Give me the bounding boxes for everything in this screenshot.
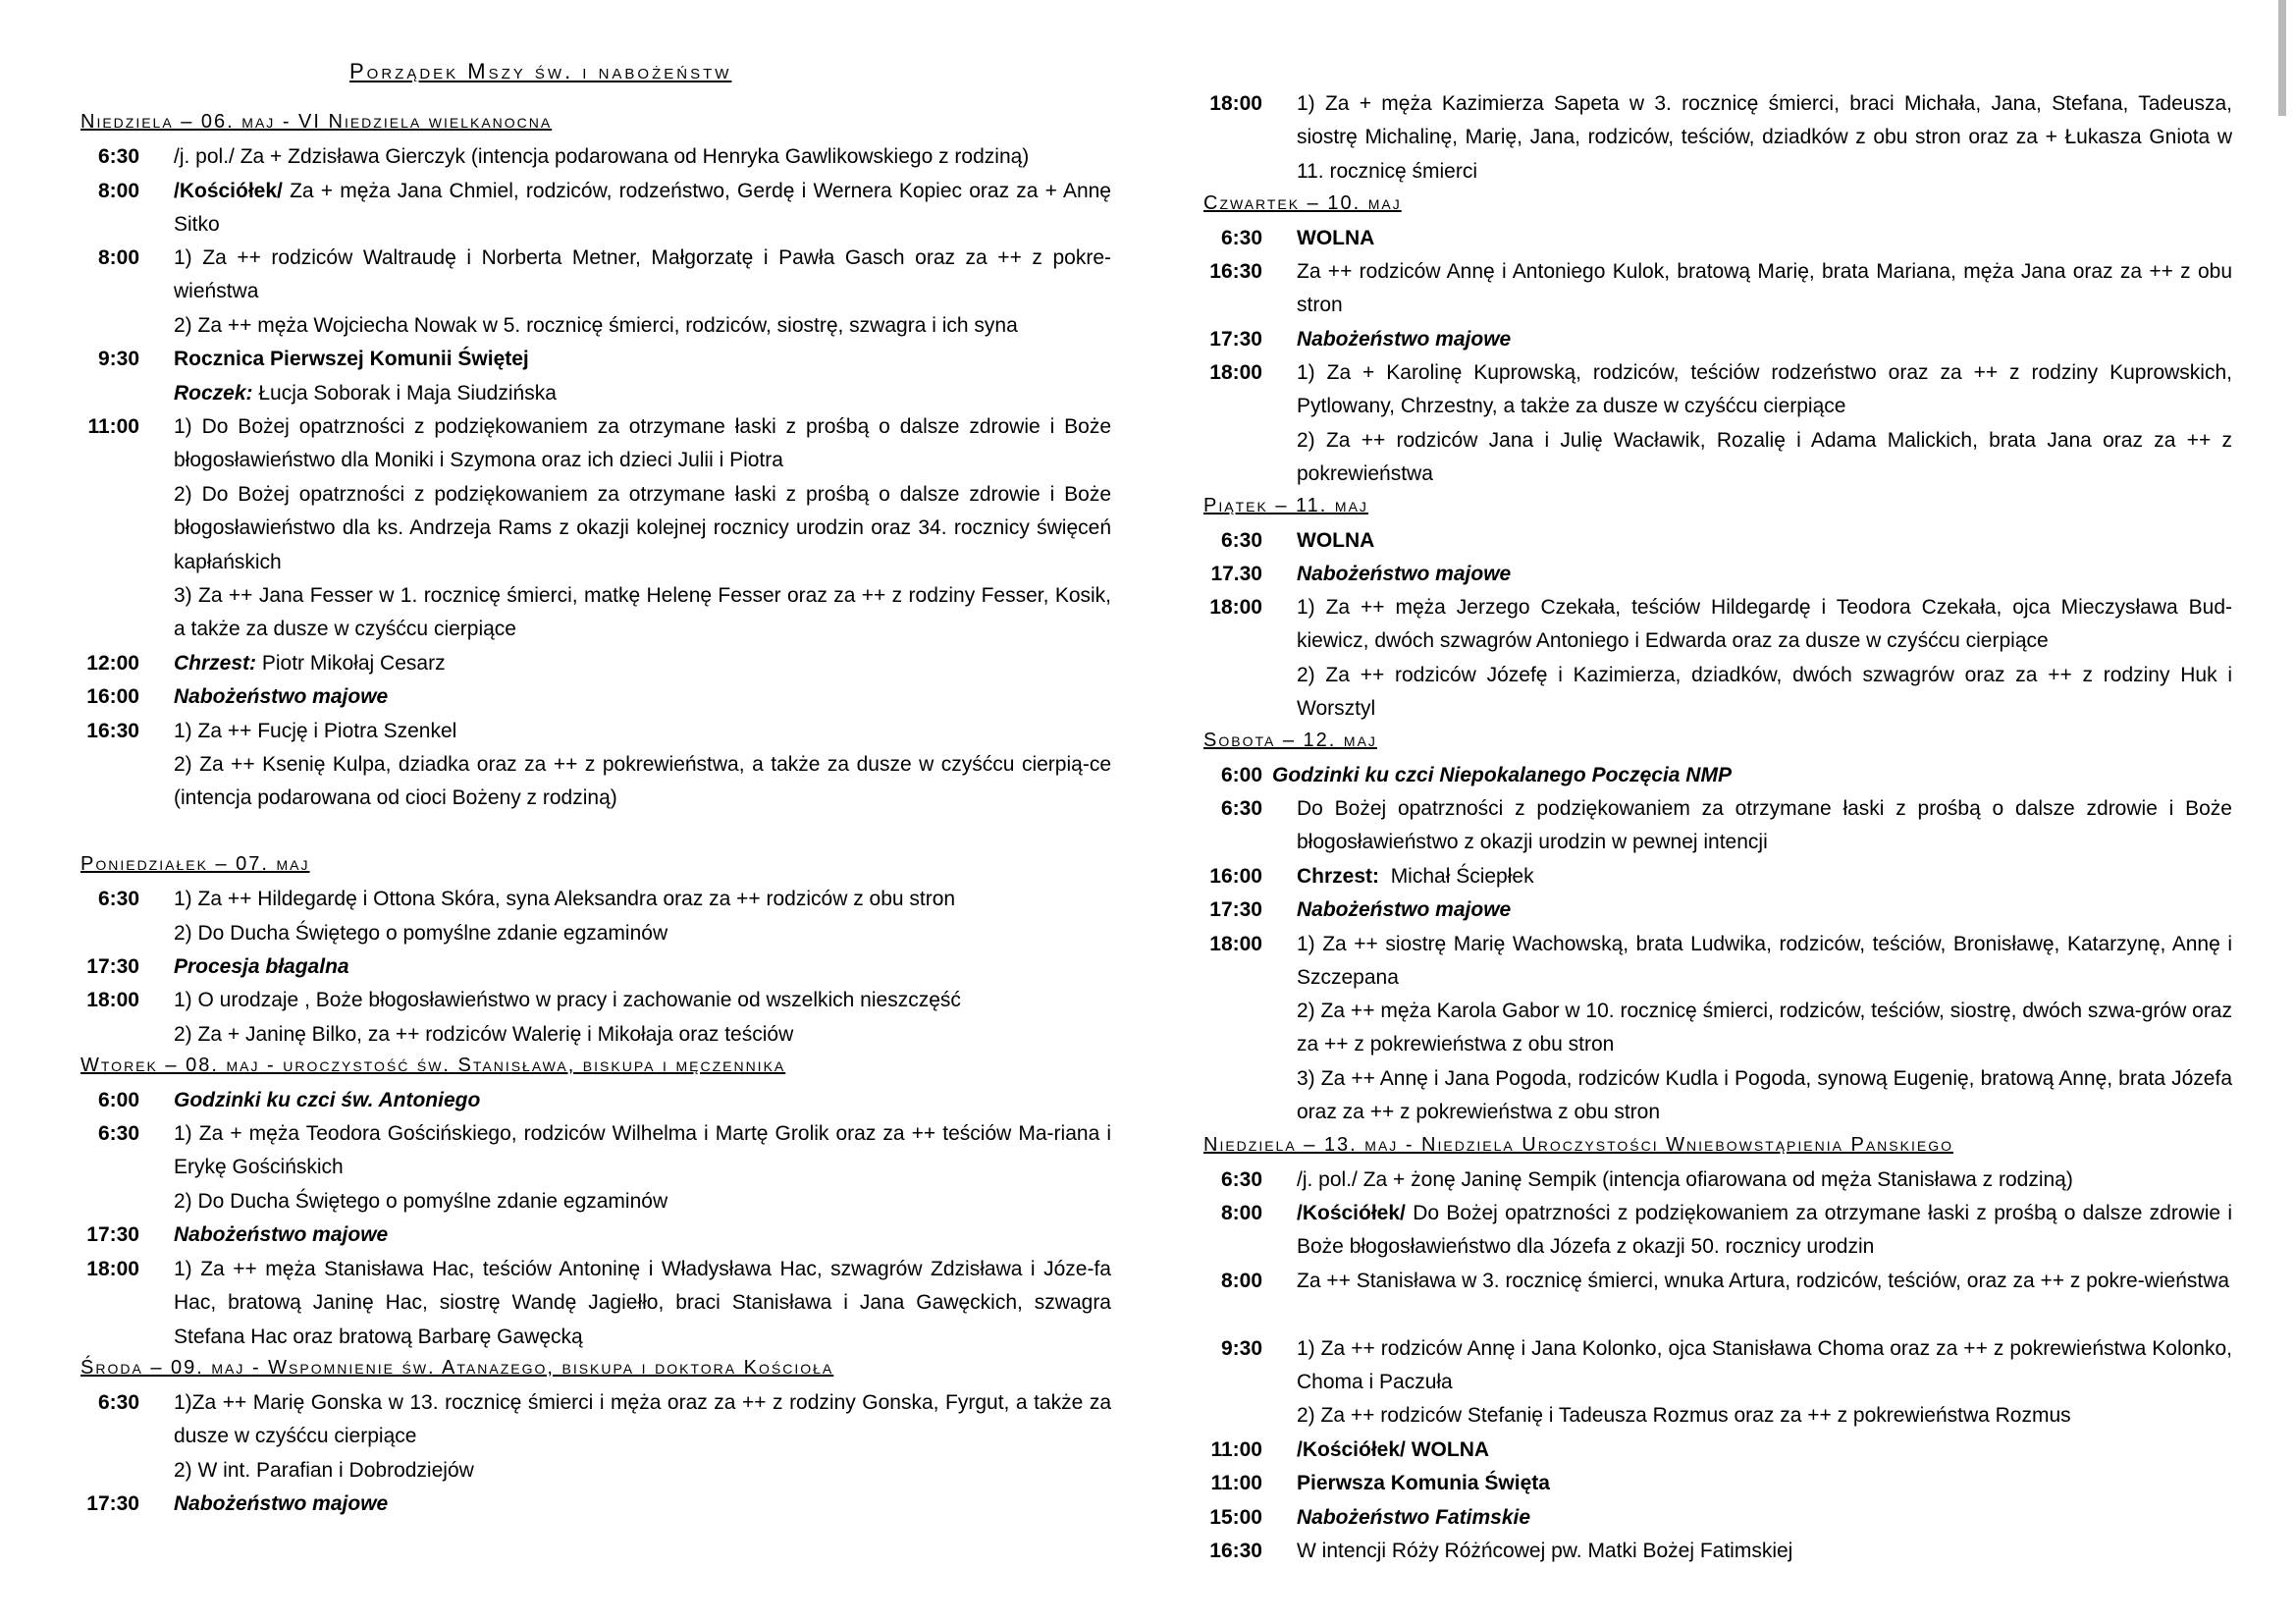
day-heading-wednesday-09: Środa – 09. maj - Wspomnienie św. Atanazego, biskupa i doktora Kościoła	[80, 1357, 834, 1379]
mass-time: 8:00	[97, 246, 139, 269]
mass-entry	[1203, 1434, 2232, 1467]
mass-entry	[1203, 1399, 2232, 1433]
mass-time: 18:00	[86, 989, 139, 1011]
mass-entry	[1203, 1197, 2232, 1265]
scrollbar[interactable]	[2278, 0, 2286, 116]
mass-entry	[1203, 255, 2232, 323]
day-heading-friday-11: Piątek – 11. maj	[1203, 495, 1368, 516]
mass-time: 11:00	[87, 415, 139, 438]
mass-time: 18:00	[1209, 596, 1262, 619]
service-title: Nabożeństwo majowe	[174, 1492, 389, 1515]
mass-time: 16:30	[1209, 260, 1262, 283]
mass-intention: 3) Za ++ Annę i Jana Pogoda, rodziców Kudla i Pogoda, synową Eugenię, bratową Annę, brata Józefa oraz za ++ z pokrewieństwa z obu stron	[1297, 1067, 2232, 1124]
mass-entry	[1203, 524, 2232, 558]
mass-entry	[80, 175, 1111, 243]
mass-time: 6:00	[1220, 764, 1262, 786]
mass-entry	[1203, 591, 2232, 659]
mass-intention: 1) Do Bożej opatrzności z podziękowaniem za otrzymane łaski z prośbą o dalsze zdrowie i Boże błogosławieństwo dla Moniki i Szymona oraz ich dzieci Julii i Piotra	[174, 415, 1111, 472]
mass-intention: 1) Za ++ Fucję i Piotra Szenkel	[174, 720, 457, 742]
mass-entry	[80, 748, 1111, 816]
mass-entry	[80, 1454, 1111, 1488]
mass-entry	[1203, 1265, 2232, 1298]
service-title: Godzinki ku czci św. Antoniego	[174, 1089, 481, 1111]
mass-time: 18:00	[86, 1258, 139, 1280]
mass-intention: Za ++ Stanisława w 3. rocznicę śmierci, wnuka Artura, rodziców, teściów, oraz za ++ z pokre-wieństwa	[1297, 1270, 2230, 1292]
day-heading-sunday-13: Niedziela – 13. maj - Niedziela Uroczystości Wniebowstąpienia Panskiego	[1203, 1134, 1953, 1156]
mass-intention: 1) Za + Karolinę Kuprowską, rodziców, teściów rodzeństwo oraz za ++ z rodziny Kuprowskich, Pytlowany, Chrzestny, a także za dusze w czyśćcu cierpiące	[1297, 361, 2232, 418]
mass-intention: 2) Za ++ Ksenię Kulpa, dziadka oraz za ++ z pokrewieństwa, a także za dusze w czyśćcu cierpią-ce (intencja podarowana od cioci Bożeny z rodziną)	[174, 753, 1111, 810]
mass-intention: 2) Za ++ męża Karola Gabor w 10. rocznicę śmierci, rodziców, teściów, siostrę, dwóch szwa-grów oraz za ++ z pokrewieństwa z obu stron	[1297, 1000, 2232, 1056]
mass-entry	[80, 410, 1111, 478]
mass-intention: 1) Za + męża Teodora Gościńskiego, rodziców Wilhelma i Martę Grolik oraz za ++ teściów Ma-riana i Erykę Gościńskich	[174, 1122, 1111, 1179]
mass-time: 11:00	[1210, 1472, 1262, 1494]
mass-intention: 3) Za ++ Jana Fesser w 1. rocznicę śmierci, matkę Helenę Fesser oraz za ++ z rodziny Fesser, Kosik, a także za dusze w czyśćcu cierpiące	[174, 584, 1111, 641]
mass-entry	[1203, 87, 2232, 189]
mass-entry	[80, 647, 1111, 680]
mass-entry	[80, 1185, 1111, 1218]
mass-time: 17:30	[1209, 898, 1262, 921]
day-heading-thursday-10: Czwartek – 10. maj	[1203, 192, 1402, 214]
mass-entry	[80, 984, 1111, 1017]
day-heading-monday-07: Poniedziałek – 07. maj	[80, 853, 310, 875]
mass-intention: 2) Za ++ męża Wojciecha Nowak w 5. rocznicę śmierci, rodziców, siostrę, szwagra i ich syna	[174, 314, 1018, 337]
mass-intention: 1) Za + męża Kazimierza Sapeta w 3. rocznicę śmierci, braci Michała, Jana, Stefana, Tadeusza, siostrę Michalinę, Marię, Jana, rodziców, teściów, dziadków z obu stron oraz za + Łukasza Gniota w 11. rocznicę śmierci	[1297, 92, 2232, 183]
mass-intention: 1)Za ++ Marię Gonska w 13. rocznicę śmierci i męża oraz za ++ z rodziny Gonska, Fyrgut, a także za dusze w czyśćcu cierpiące	[174, 1391, 1111, 1448]
event-title: Pierwsza Komunia Święta	[1297, 1472, 1550, 1494]
mass-entry	[1203, 222, 2232, 255]
mass-entry	[1203, 356, 2232, 424]
mass-time: 16:30	[86, 720, 139, 742]
mass-intention: 2) Za ++ rodziców Stefanię i Tadeusza Rozmus oraz za ++ z pokrewieństwa Rozmus	[1297, 1404, 2071, 1427]
mass-entry	[80, 1084, 1111, 1117]
event-detail: Łucja Soborak i Maja Siudzińska	[258, 382, 557, 405]
event-label: Chrzest:	[174, 652, 257, 675]
mass-time: 18:00	[1209, 933, 1262, 955]
mass-time: 17.30	[1210, 563, 1262, 585]
event-label: Chrzest:	[1297, 865, 1380, 888]
mass-entry	[80, 377, 1111, 410]
mass-time: 12:00	[86, 652, 139, 675]
mass-intention: 1) Za ++ męża Stanisława Hac, teściów Antoninę i Władysława Hac, szwagrów Zdzisława i Józe-fa Hac, bratową Janinę Hac, siostrę Wandę Jagiełło, braci Stanisława i Jana Gawęckich, szwagra Stefana Hac oraz bratową Barbarę Gawęcką	[174, 1258, 1111, 1348]
mass-intention: 2) Do Ducha Świętego o pomyślne zdanie egzaminów	[174, 1190, 668, 1213]
mass-entry	[80, 680, 1111, 714]
mass-entry	[80, 1488, 1111, 1521]
service-title: Nabożeństwo Fatimskie	[1297, 1506, 1531, 1529]
mass-time: 6:30	[1220, 1168, 1262, 1191]
mass-time: 16:00	[1209, 865, 1262, 888]
mass-entry	[80, 1018, 1111, 1052]
service-title: Nabożeństwo majowe	[1297, 328, 1512, 351]
mass-time: 11:00	[1210, 1438, 1262, 1461]
mass-time: 17:30	[86, 1492, 139, 1515]
service-title: Nabożeństwo majowe	[1297, 563, 1512, 585]
mass-intention: 1) Za ++ siostrę Marię Wachowską, brata Ludwika, rodziców, teściów, Bronisławę, Katarzynę, Annę i Szczepana	[1297, 933, 2232, 990]
mass-intention: Za + męża Jana Chmiel, rodziców, rodzeństwo, Gerdę i Wernera Kopiec oraz za + Annę Sitko	[174, 180, 1111, 237]
mass-intention: 2) Do Ducha Świętego o pomyślne zdanie egzaminów	[174, 922, 668, 945]
mass-time: 8:00	[1220, 1270, 1262, 1292]
mass-entry	[80, 1253, 1111, 1354]
mass-intention: /j. pol./ Za + Zdzisława Gierczyk (intencja podarowana od Henryka Gawlikowskiego z rodziną)	[174, 145, 1030, 168]
mass-entry	[80, 715, 1111, 748]
mass-entry	[80, 140, 1111, 174]
mass-time: 6:30	[97, 1391, 139, 1414]
mass-intention: 1) Za ++ rodziców Annę i Jana Kolonko, ojca Stanisława Choma oraz za ++ z pokrewieństwa Kolonko, Choma i Paczuła	[1297, 1337, 2232, 1394]
mass-entry	[1203, 1467, 2232, 1500]
mass-intention: Do Bożej opatrzności z podziękowaniem za otrzymane łaski z prośbą o dalsze zdrowie i Boże błogosławieństwo dla Józefa z okazji 50. rocznicy urodzin	[1297, 1202, 2232, 1259]
mass-entry	[1203, 558, 2232, 591]
event-detail: Piotr Mikołaj Cesarz	[261, 652, 446, 675]
event-label: Roczek:	[174, 382, 253, 405]
service-title: Nabożeństwo majowe	[174, 1223, 389, 1246]
location-label: /Kościółek/	[1297, 1202, 1406, 1224]
mass-entry	[80, 1218, 1111, 1252]
mass-time: 9:30	[97, 348, 139, 370]
mass-intention: /j. pol./ Za + żonę Janinę Sempik (intencja ofiarowana od męża Stanisława z rodziną)	[1297, 1168, 2073, 1191]
mass-entry	[1203, 1535, 2232, 1568]
mass-time: 8:00	[1220, 1202, 1262, 1224]
mass-status: WOLNA	[1297, 529, 1375, 552]
mass-entry	[1203, 792, 2232, 860]
mass-entry	[1203, 995, 2232, 1062]
mass-entry	[80, 917, 1111, 950]
mass-entry	[1203, 1501, 2232, 1535]
mass-entry	[1203, 893, 2232, 927]
mass-entry	[1203, 928, 2232, 996]
mass-time: 18:00	[1209, 92, 1262, 115]
mass-time: 15:00	[1209, 1506, 1262, 1529]
mass-time: 6:30	[1220, 227, 1262, 249]
mass-time: 6:30	[97, 145, 139, 168]
service-title: Procesja błagalna	[174, 955, 349, 978]
mass-intention: Za ++ rodziców Annę i Antoniego Kulok, bratową Marię, brata Mariana, męża Jana oraz za ++ z obu stron	[1297, 260, 2232, 317]
mass-intention: 2) W int. Parafian i Dobrodziejów	[174, 1459, 474, 1482]
mass-entry	[80, 343, 1111, 376]
mass-status: WOLNA	[1297, 227, 1375, 249]
mass-intention: Do Bożej opatrzności z podziękowaniem za otrzymane łaski z prośbą o dalsze zdrowie i Boże błogosławieństwo z okazji urodzin w pewnej intencji	[1297, 797, 2232, 854]
mass-intention: 1) O urodzaje , Boże błogosławieństwo w pracy i zachowanie od wszelkich nieszczęść	[174, 989, 961, 1011]
mass-entry	[80, 950, 1111, 984]
mass-time: 17:30	[86, 1223, 139, 1246]
mass-intention: 1) Za ++ Hildegardę i Ottona Skóra, syna Aleksandra oraz za ++ rodziców z obu stron	[174, 888, 956, 910]
mass-time: 18:00	[1209, 361, 1262, 384]
day-heading-tuesday-08: Wtorek – 08. maj - uroczystość św. Stanisława, biskupa i męczennika	[80, 1055, 786, 1076]
mass-intention: 2) Za ++ rodziców Jana i Julię Wacławik, Rozalię i Adama Malickich, brata Jana oraz za ++ z pokrewieństwa	[1297, 429, 2232, 486]
mass-time: 16:00	[86, 685, 139, 708]
event-detail: Michał Ściepłek	[1390, 865, 1534, 888]
mass-time: 6:30	[1220, 797, 1262, 820]
page-title: Porządek Mszy św. i nabożeństw	[349, 59, 732, 83]
mass-intention: W intencji Róży Różńcowej pw. Matki Bożej Fatimskiej	[1297, 1540, 1793, 1562]
mass-status: /Kościółek/ WOLNA	[1297, 1438, 1490, 1461]
location-label: /Kościółek/	[174, 180, 283, 202]
event-title: Rocznica Pierwszej Komunii Świętej	[174, 348, 529, 370]
mass-entry	[80, 1386, 1111, 1454]
mass-intention: 2) Do Bożej opatrzności z podziękowaniem za otrzymane łaski z prośbą o dalsze zdrowie i Boże błogosławieństwo dla ks. Andrzeja Rams z okazji kolejnej rocznicy urodzin oraz 34. rocznicy święceń kapłańskich	[174, 483, 1111, 573]
mass-entry	[1203, 1332, 2232, 1400]
mass-entry	[1203, 860, 2232, 893]
mass-entry	[1203, 1164, 2232, 1197]
mass-time: 6:30	[97, 888, 139, 910]
mass-entry	[80, 309, 1111, 343]
mass-time: 9:30	[1220, 1337, 1262, 1360]
mass-time: 8:00	[97, 180, 139, 202]
mass-time: 16:30	[1209, 1540, 1262, 1562]
mass-time: 17:30	[86, 955, 139, 978]
mass-time: 17:30	[1209, 328, 1262, 351]
mass-entry	[80, 579, 1111, 647]
day-heading-sunday-06: Niedziela – 06. maj - VI Niedziela wielkanocna	[80, 111, 553, 133]
mass-intention: 1) Za ++ męża Jerzego Czekała, teściów Hildegardę i Teodora Czekała, ojca Mieczysława Bud-kiewicz, dwóch szwagrów Antoniego i Edwarda oraz za dusze w czyśćcu cierpiące	[1297, 596, 2232, 653]
service-title: Godzinki ku czci Niepokalanego Poczęcia NMP	[1272, 764, 1732, 786]
mass-intention: 1) Za ++ rodziców Waltraudę i Norberta Metner, Małgorzatę i Pawła Gasch oraz za ++ z pokre-wieństwa	[174, 246, 1111, 303]
mass-entry	[80, 242, 1111, 309]
mass-intention: 2) Za ++ rodziców Józefę i Kazimierza, dziadków, dwóch szwagrów oraz za ++ z rodziny Huk i Worsztyl	[1297, 664, 2232, 721]
mass-entry	[1203, 424, 2232, 492]
mass-time: 6:30	[1220, 529, 1262, 552]
day-heading-saturday-12: Sobota – 12. maj	[1203, 730, 1377, 751]
mass-time: 6:30	[97, 1122, 139, 1145]
mass-intention: 2) Za + Janinę Bilko, za ++ rodziców Walerię i Mikołaja oraz teściów	[174, 1023, 794, 1046]
mass-entry	[1203, 759, 2232, 792]
mass-entry	[1203, 659, 2232, 727]
mass-entry	[80, 1117, 1111, 1185]
mass-time: 6:00	[97, 1089, 139, 1111]
mass-entry	[80, 478, 1111, 579]
mass-entry	[1203, 323, 2232, 356]
service-title: Nabożeństwo majowe	[174, 685, 389, 708]
mass-entry	[1203, 1062, 2232, 1130]
mass-entry	[80, 883, 1111, 916]
service-title: Nabożeństwo majowe	[1297, 898, 1512, 921]
